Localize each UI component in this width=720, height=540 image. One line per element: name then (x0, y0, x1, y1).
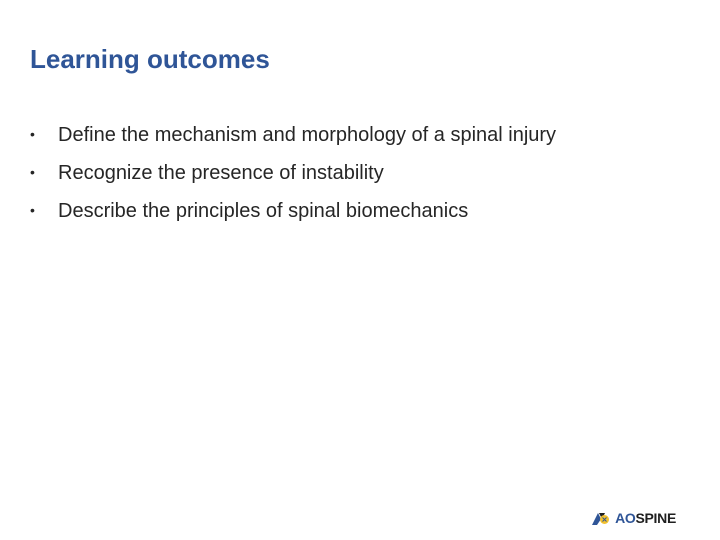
slide-title: Learning outcomes (30, 44, 270, 74)
list-item (30, 124, 556, 162)
bullet-icon: • (30, 164, 35, 180)
aospine-logo (591, 510, 676, 526)
bullet-icon: • (30, 202, 35, 218)
bullet-icon: • (30, 126, 35, 142)
logo-text (615, 510, 676, 526)
logo-text-ao: AO (615, 510, 636, 526)
logo-text-spine: SPINE (635, 510, 676, 526)
list-item (30, 200, 556, 238)
learning-outcomes-list (30, 124, 556, 238)
aospine-logo-icon (591, 510, 611, 526)
bullet-text: Recognize the presence of instability (58, 162, 384, 184)
list-item (30, 162, 556, 200)
bullet-text: Define the mechanism and morphology of a spinal injury (58, 124, 557, 146)
bullet-text: Describe the principles of spinal biomechanics (58, 200, 469, 222)
